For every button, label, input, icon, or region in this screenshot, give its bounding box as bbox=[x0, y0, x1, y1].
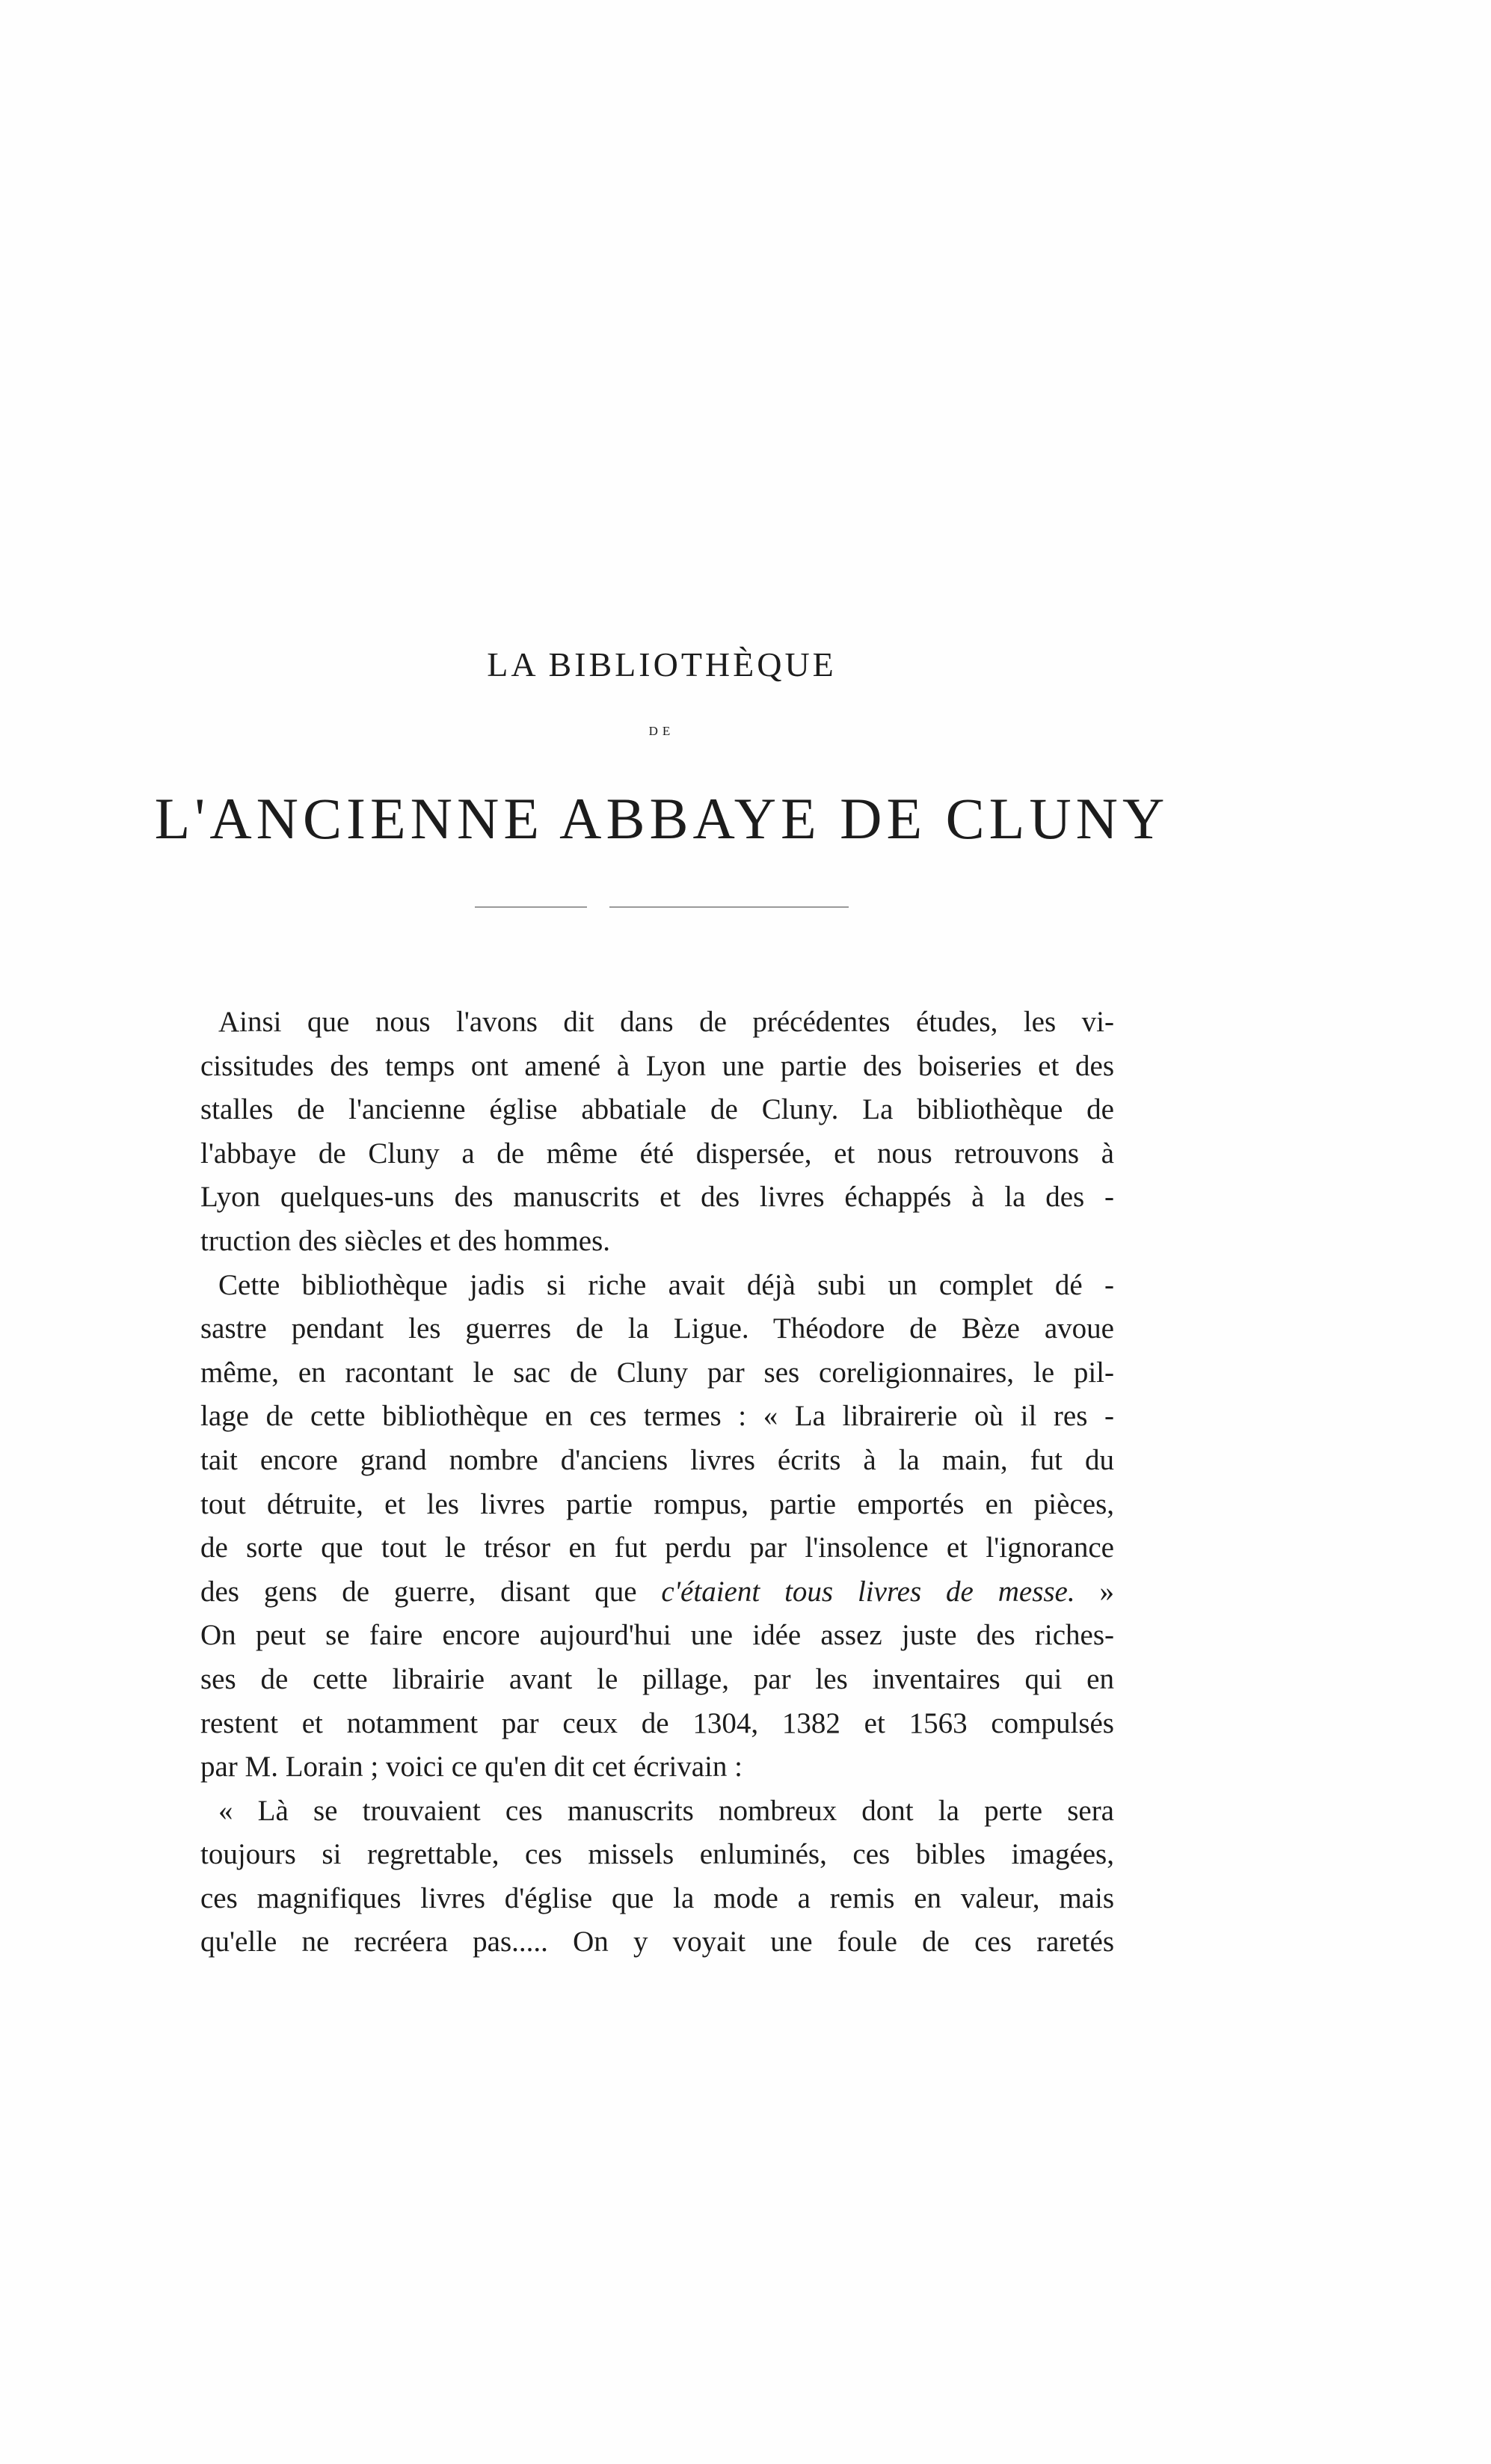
decorative-rule bbox=[0, 906, 1324, 908]
text-line: tout détruite, et les livres partie rompus, partie emportés en pièces, bbox=[200, 1487, 1114, 1520]
text-line: Lyon quelques-uns des manuscrits et des livres échappés à la des - bbox=[200, 1181, 1114, 1214]
text-line: truction des siècles et des hommes. bbox=[200, 1224, 611, 1257]
title-line-3: L'ANCIENNE ABBAYE DE CLUNY bbox=[154, 786, 1169, 851]
text-line: toujours si regrettable, ces missels enluminés, ces bibles imagées, bbox=[200, 1838, 1114, 1871]
text-line: même, en racontant le sac de Cluny par ses coreligionnaires, le pil- bbox=[200, 1356, 1114, 1389]
text-line: tait encore grand nombre d'anciens livres écrits à la main, fut du bbox=[200, 1443, 1114, 1476]
text-line: « Là se trouvaient ces manuscrits nombreux dont la perte sera bbox=[218, 1794, 1114, 1827]
rule-segment-right bbox=[609, 906, 849, 908]
text-line: restent et notamment par ceux de 1304, 1382 et 1563 compulsés bbox=[200, 1706, 1114, 1739]
text-line: Ainsi que nous l'avons dit dans de précédentes études, les vi- bbox=[218, 1006, 1114, 1038]
title-line-2: DE bbox=[648, 724, 675, 738]
text-line: de sorte que tout le trésor en fut perdu par l'insolence et l'ignorance bbox=[200, 1531, 1114, 1564]
text-fragment: des gens de guerre, disant que bbox=[200, 1575, 637, 1608]
text-line: l'abbaye de Cluny a de même été dispersée, et nous retrouvons à bbox=[200, 1137, 1114, 1170]
text-line: Cette bibliothèque jadis si riche avait déjà subi un complet dé - bbox=[218, 1268, 1114, 1301]
text-line: qu'elle ne recréera pas..... On y voyait une foule de ces raretés bbox=[200, 1926, 1114, 1958]
rule-segment-left bbox=[475, 906, 587, 908]
text-line-with-italic bbox=[200, 1570, 1114, 1614]
italic-quote: c'étaient tous livres de messe. bbox=[661, 1575, 1075, 1608]
body-text bbox=[200, 1001, 1114, 1964]
closing-quote-mark: » bbox=[1099, 1575, 1115, 1608]
text-line: ses de cette librairie avant le pillage, par les inventaires qui en bbox=[200, 1662, 1114, 1695]
text-line: On peut se faire encore aujourd'hui une idée assez juste des riches- bbox=[200, 1619, 1114, 1652]
text-line: stalles de l'ancienne église abbatiale de Cluny. La bibliothèque de bbox=[200, 1093, 1114, 1126]
text-line: par M. Lorain ; voici ce qu'en dit cet écrivain : bbox=[200, 1751, 743, 1784]
title-line-1: LA BIBLIOTHÈQUE bbox=[487, 645, 837, 683]
text-line: lage de cette bibliothèque en ces termes : « La librairerie où il res - bbox=[200, 1400, 1114, 1433]
text-line: ces magnifiques livres d'église que la mode a remis en valeur, mais bbox=[200, 1881, 1114, 1914]
text-line: sastre pendant les guerres de la Ligue. Théodore de Bèze avoue bbox=[200, 1312, 1114, 1345]
text-line: cissitudes des temps ont amené à Lyon une partie des boiseries et des bbox=[200, 1049, 1114, 1082]
